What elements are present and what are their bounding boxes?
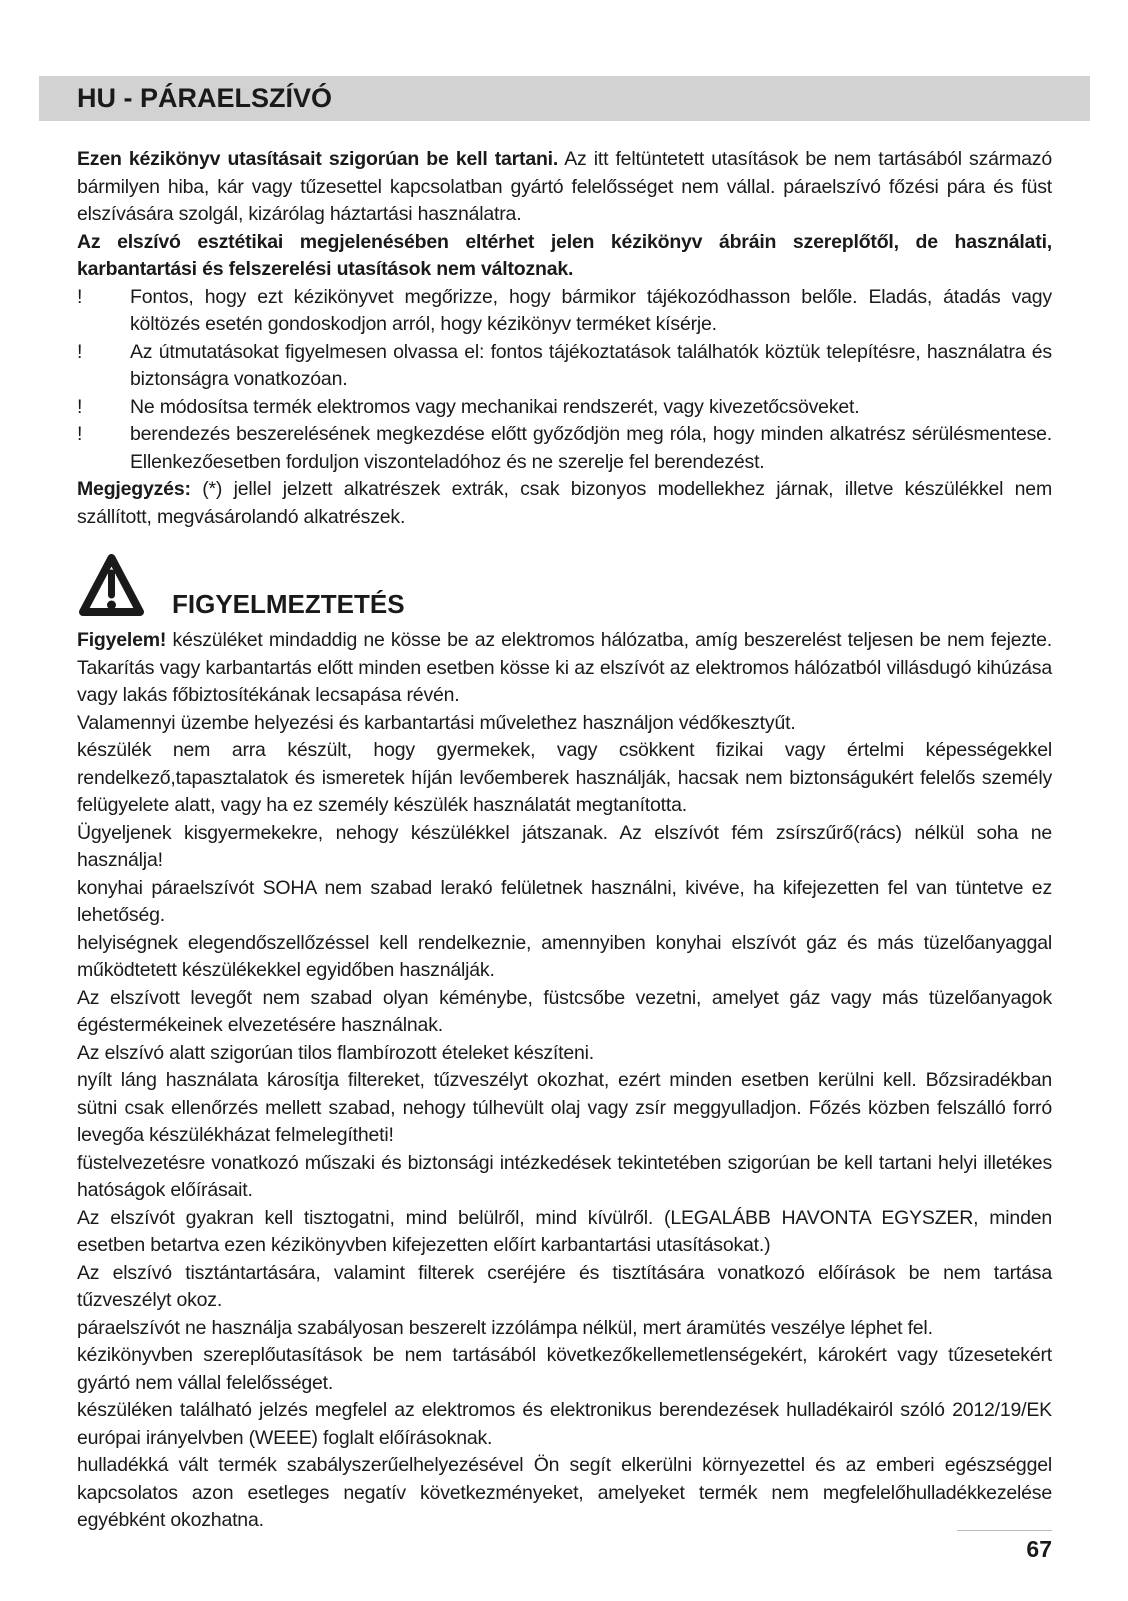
notice-item	[77, 394, 1052, 422]
page-title: HU - PÁRAELSZÍVÓ	[77, 83, 333, 113]
exclamation-marker: !	[77, 395, 83, 418]
note-paragraph-text: (*) jellel jelzett alkatrészek extrák, csak bizonyos modellekhez járnak, illetve készülékkel nem szállított, megvásárolandó alkatrészek.	[77, 478, 1052, 528]
warning-paragraph: Az elszívott levegőt nem szabad olyan kéménybe, füstcsőbe vezetni, amelyet gáz vagy más tüzelőanyagok égéstermékeinek elvezetésére használnak.	[77, 986, 1052, 1036]
warning-triangle-icon	[77, 550, 146, 622]
warning-header	[77, 550, 1052, 622]
footer-divider	[957, 1530, 1052, 1531]
page-header	[39, 76, 1090, 121]
warning-paragraph: Valamennyi üzembe helyezési és karbantartási művelethez használjon védőkesztyűt.	[77, 711, 796, 734]
notice-item-text: Ne módosítsa termék elektromos vagy mechanikai rendszerét, vagy kivezetőcsöveket.	[130, 395, 860, 418]
warning-title: FIGYELMEZTETÉS	[172, 589, 405, 619]
warning-paragraph: készülék nem arra készült, hogy gyermekek, vagy csökkent fizikai vagy értelmi képességekkel rendelkező,tapasztalatok és ismeretek híján levőemberek használják, hacsak nem biztonságukért felelős személy felügyelete alatt, vagy ha ez személy készülék használatát megtanította.	[77, 739, 1052, 816]
warning-paragraph: készüléken található jelzés megfelel az elektromos és elektronikus berendezések hulladékairól szóló 2012/19/EK európai irányelvben (WEEE) foglalt előírásoknak.	[77, 1399, 1052, 1449]
warning-paragraph: konyhai páraelszívót SOHA nem szabad lerakó felületnek használni, kivéve, ha kifejezetten fel van tüntetve ez lehetőség.	[77, 876, 1052, 926]
exclamation-marker: !	[77, 340, 83, 363]
notice-item	[77, 339, 1052, 394]
intro-paragraph-1-text: Az itt feltüntetett utasítások be nem tartásából származó bármilyen hiba, kár vagy tűzesettel kapcsolatban gyártó felelősséget nem vállal. páraelszívó főzési pára és füst elszívására szolgál, kizárólag háztartási használatra.	[77, 148, 1052, 225]
intro-paragraph-2: Az elszívó esztétikai megjelenésében eltérhet jelen kézikönyv ábráin szereplőtől, de használati, karbantartási és felszerelési utasítások nem változnak.	[77, 230, 1052, 280]
intro-paragraph-1	[77, 146, 1052, 229]
warning-paragraph: füstelvezetésre vonatkozó műszaki és biztonsági intézkedések tekintetében szigorúan be kell tartani helyi illetékes hatóságok előírásait.	[77, 1151, 1052, 1201]
warning-paragraph: helyiségnek elegendőszellőzéssel kell rendelkeznie, amennyiben konyhai elszívót gáz és más tüzelőanyaggal működtetett készülékekkel egyidőben használják.	[77, 931, 1052, 981]
warning-paragraph: páraelszívót ne használja szabályosan beszerelt izzólámpa nélkül, mert áramütés veszélye léphet fel.	[77, 1316, 933, 1339]
warning-paragraph: Az elszívót gyakran kell tisztogatni, mind belülről, mind kívülről. (LEGALÁBB HAVONTA EGYSZER, minden esetben betartva ezen kézikönyvben kifejezetten előírt karbantartási utasításokat.)	[77, 1206, 1052, 1256]
intro-paragraph-1-lead: Ezen kézikönyv utasításait szigorúan be kell tartani.	[77, 148, 559, 170]
exclamation-marker: !	[77, 285, 83, 308]
notice-item-text: berendezés beszerelésének megkezdése előtt győződjön meg róla, hogy minden alkatrész sérülésmentese. Ellenkezőesetben forduljon viszonteladóhoz és ne szerelje fel berendezést.	[130, 423, 1052, 473]
warning-paragraph-attention-text: készüléket mindaddig ne kösse be az elektromos hálózatba, amíg beszerelést teljesen be nem fejezte. Takarítás vagy karbantartás előtt minden esetben kösse ki az elszívót az elektromos hálózatból villásdugó kihúzása vagy lakás főbiztosítékának lecsapása révén.	[77, 629, 1052, 706]
exclamation-marker: !	[77, 423, 83, 445]
warning-paragraph: kézikönyvben szereplőutasítások be nem tartásából következőkellemetlenségekért, károkért vagy tűzesetekért gyártó nem vállal felelősséget.	[77, 1344, 1052, 1394]
page-number: 67	[1026, 1536, 1052, 1562]
notice-item-text: Fontos, hogy ezt kézikönyvet megőrizze, hogy bármikor tájékozódhasson belőle. Eladás, átadás vagy költözés esetén gondoskodjon arról, hogy kézikönyv terméket kísérje.	[130, 285, 1052, 335]
warning-paragraph: Az elszívó alatt szigorúan tilos flambírozott ételeket készíteni.	[77, 1041, 594, 1064]
warning-paragraph-attention-lead: Figyelem!	[77, 629, 167, 651]
notice-item-text: Az útmutatásokat figyelmesen olvassa el: fontos tájékoztatások találhatók köztük telepítésre, használatra és biztonságra vonatkozóan.	[130, 340, 1052, 390]
warning-paragraph-attention	[77, 627, 1052, 710]
notice-item	[77, 284, 1052, 339]
notice-list	[77, 284, 1052, 477]
content-area	[77, 146, 1052, 1535]
warning-paragraph: Az elszívó tisztántartására, valamint filterek cseréjére és tisztítására vonatkozó előírások be nem tartása tűzveszélyt okoz.	[77, 1261, 1052, 1311]
warning-paragraph: hulladékká vált termék szabályszerűelhelyezésével Ön segít elkerülni környezettel és az emberi egészséggel kapcsolatos azon esetleges negatív következményeket, amelyeket termék nem megfelelőhulladékkezelése egyébként okozhatna.	[77, 1454, 1052, 1531]
notice-item	[77, 421, 1052, 476]
warning-paragraph: Ügyeljenek kisgyermekekre, nehogy készülékkel játszanak. Az elszívót fém zsírszűrő(rács) nélkül soha ne használja!	[77, 821, 1052, 871]
note-paragraph-lead: Megjegyzés:	[77, 478, 191, 500]
note-paragraph	[77, 476, 1052, 531]
warning-paragraph: nyílt láng használata károsítja filtereket, tűzveszélyt okozhat, ezért minden esetben kerülni kell. Bőzsiradékban sütni csak ellenőrzés mellett szabad, nehogy túlhevült olaj vagy zsír meggyulladjon. Főzés közben felszálló forró levegőa készülékházat felmelegítheti!	[77, 1069, 1052, 1146]
